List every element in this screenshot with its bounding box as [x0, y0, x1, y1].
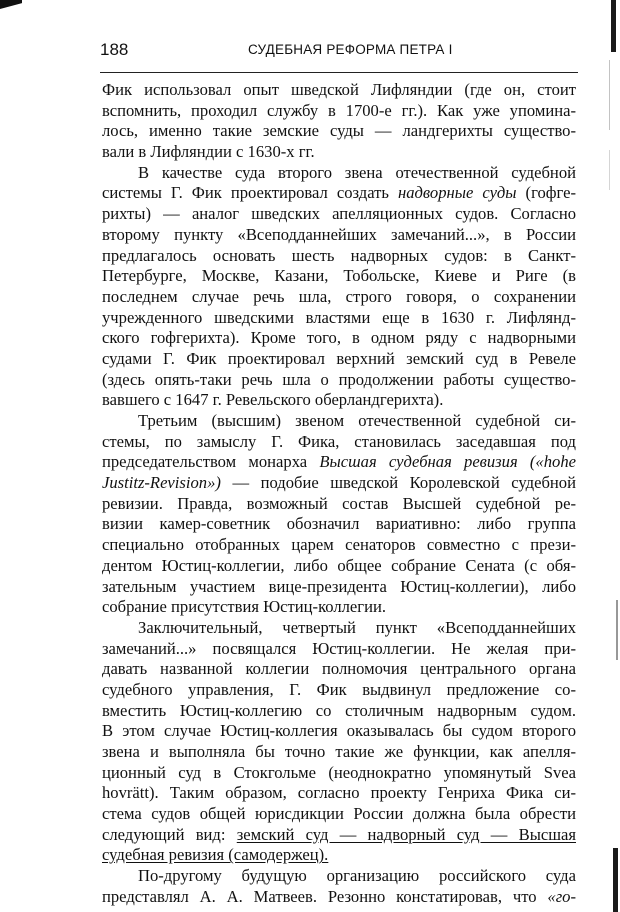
text-line: последнем случае речь шла, строго говоря, о сохранении [102, 286, 576, 306]
text-line: дентом Юстиц-коллегии, либо общее собрание Сената (с обя- [102, 555, 576, 575]
text-line: вавшего с 1647 г. Ревельского оберландгерихта). [102, 390, 444, 410]
header-rule [100, 72, 578, 73]
text-line [102, 473, 576, 494]
text-span: следующий вид: [102, 824, 226, 844]
text-line: вспомнить, проходил службу в 1700-е гг.). Как уже упомина- [102, 100, 576, 120]
text-line: замечаний...» посвящался Юстиц-коллегии. Не желая при- [102, 638, 576, 658]
body-text [102, 80, 576, 908]
text-line: вали в Лифляндии с 1630-х гг. [102, 142, 315, 162]
text-line: судами Г. Фик проектировал верхний земский суд в Ревеле [102, 348, 576, 368]
text-span: — подобие шведской Королевской судебной [232, 473, 576, 493]
text-line: (здесь опять-таки речь шла о продолжении работы существо- [102, 369, 576, 389]
text-span: представлял А. А. Матвеев. Резонно констатировав, что [102, 886, 537, 906]
text-line: визии камер-советник обозначил вариативно: либо группа [102, 514, 576, 534]
scan-edge-shadow-bottom [613, 848, 618, 912]
text-line [102, 845, 576, 866]
text-line: ревизии. Правда, возможный состав Высшей судебной ре- [102, 493, 576, 513]
text-line: ционный суд в Стокгольме (неоднократно упомянутый Svea [102, 762, 576, 782]
page-number: 188 [100, 40, 129, 59]
scan-edge-shadow-middle [616, 600, 618, 660]
text-line: звена и выполняла бы точно такие же функции, как апелля- [102, 742, 576, 761]
scan-edge-shadow-top [611, 0, 616, 52]
text-line [102, 452, 576, 473]
text-line: В качестве суда второго звена отечественной судебной [138, 162, 576, 182]
text-span: системы Г. Фик проектировал создать [102, 183, 389, 203]
text-line: стема судов общей юрисдикции России должна была обрести [102, 804, 576, 824]
text-line [102, 825, 576, 846]
text-line: стемы, по замыслу Г. Фика, становилась заседавшая под [102, 431, 576, 451]
text-line: По-другому будущую организацию российского суда [138, 866, 576, 886]
text-line: вместить Юстиц-коллегию со столичным надворным судом. [102, 700, 576, 720]
text-line: второму пункту «Всеподданнейших замечаний...», в России [102, 224, 576, 244]
text-line: давать названной коллегии полномочия центрального органа [102, 659, 576, 679]
text-line: рихты) — аналог шведских апелляционных судов. Согласно [102, 204, 576, 224]
text-line: hovrätt). Таким образом, согласно проекту Генриха Фика си- [102, 783, 576, 803]
text-line: собрание присутствия Юстиц-коллегии. [102, 597, 387, 617]
italic-term: «го- [547, 886, 576, 906]
text-line: Фик использовал опыт шведской Лифляндии (где он, стоит [102, 80, 576, 99]
text-span: (гофге- [525, 183, 576, 203]
text-span: председательством монарха [102, 452, 308, 472]
text-line: специально отобранных царем сенаторов совместно с прези- [102, 535, 576, 555]
scan-corner-mark [0, 0, 22, 9]
text-line: предлагалось основать шесть надворных судов: в Санкт- [102, 245, 576, 265]
text-line: Заключительный, четвертый пункт «Всеподданнейших [138, 617, 576, 637]
italic-term: надворные суды [397, 183, 517, 203]
underlined-scheme: судебная ревизия (самодержец). [102, 845, 329, 865]
text-line: лось, именно такие земские суды — ландгерихты существо- [102, 121, 576, 141]
italic-term: («hohe [529, 452, 576, 472]
italic-term: Justitz-Revision») [102, 473, 221, 493]
scan-edge-speckle [609, 60, 610, 130]
text-line: судебного управления, Г. Фик выдвинул предложение со- [102, 679, 576, 699]
text-line [102, 887, 576, 908]
text-line: В этом случае Юстиц-коллегия оказывалась бы судом второго [102, 721, 576, 741]
underlined-scheme: земский суд — надворный суд — Высшая [236, 824, 576, 844]
page-header [100, 34, 576, 64]
scan-edge-speckle [609, 150, 610, 190]
text-line [102, 183, 576, 204]
text-line: ского гофгерихта). Кроме того, в одном ряду с надворными [102, 328, 576, 348]
running-title: СУДЕБНАЯ РЕФОРМА ПЕТРА I [248, 42, 453, 57]
text-line: Третьим (высшим) звеном отечественной судебной си- [138, 411, 576, 430]
italic-term: Высшая судебная ревизия [319, 452, 518, 472]
text-line: Петербурге, Москве, Казани, Тобольске, Киеве и Риге (в [102, 266, 576, 286]
text-line: зательным участием вице-президента Юстиц-коллегии), либо [102, 576, 576, 596]
text-line: учрежденного шведскими властями еще в 1630 г. Лифлянд- [102, 307, 576, 327]
